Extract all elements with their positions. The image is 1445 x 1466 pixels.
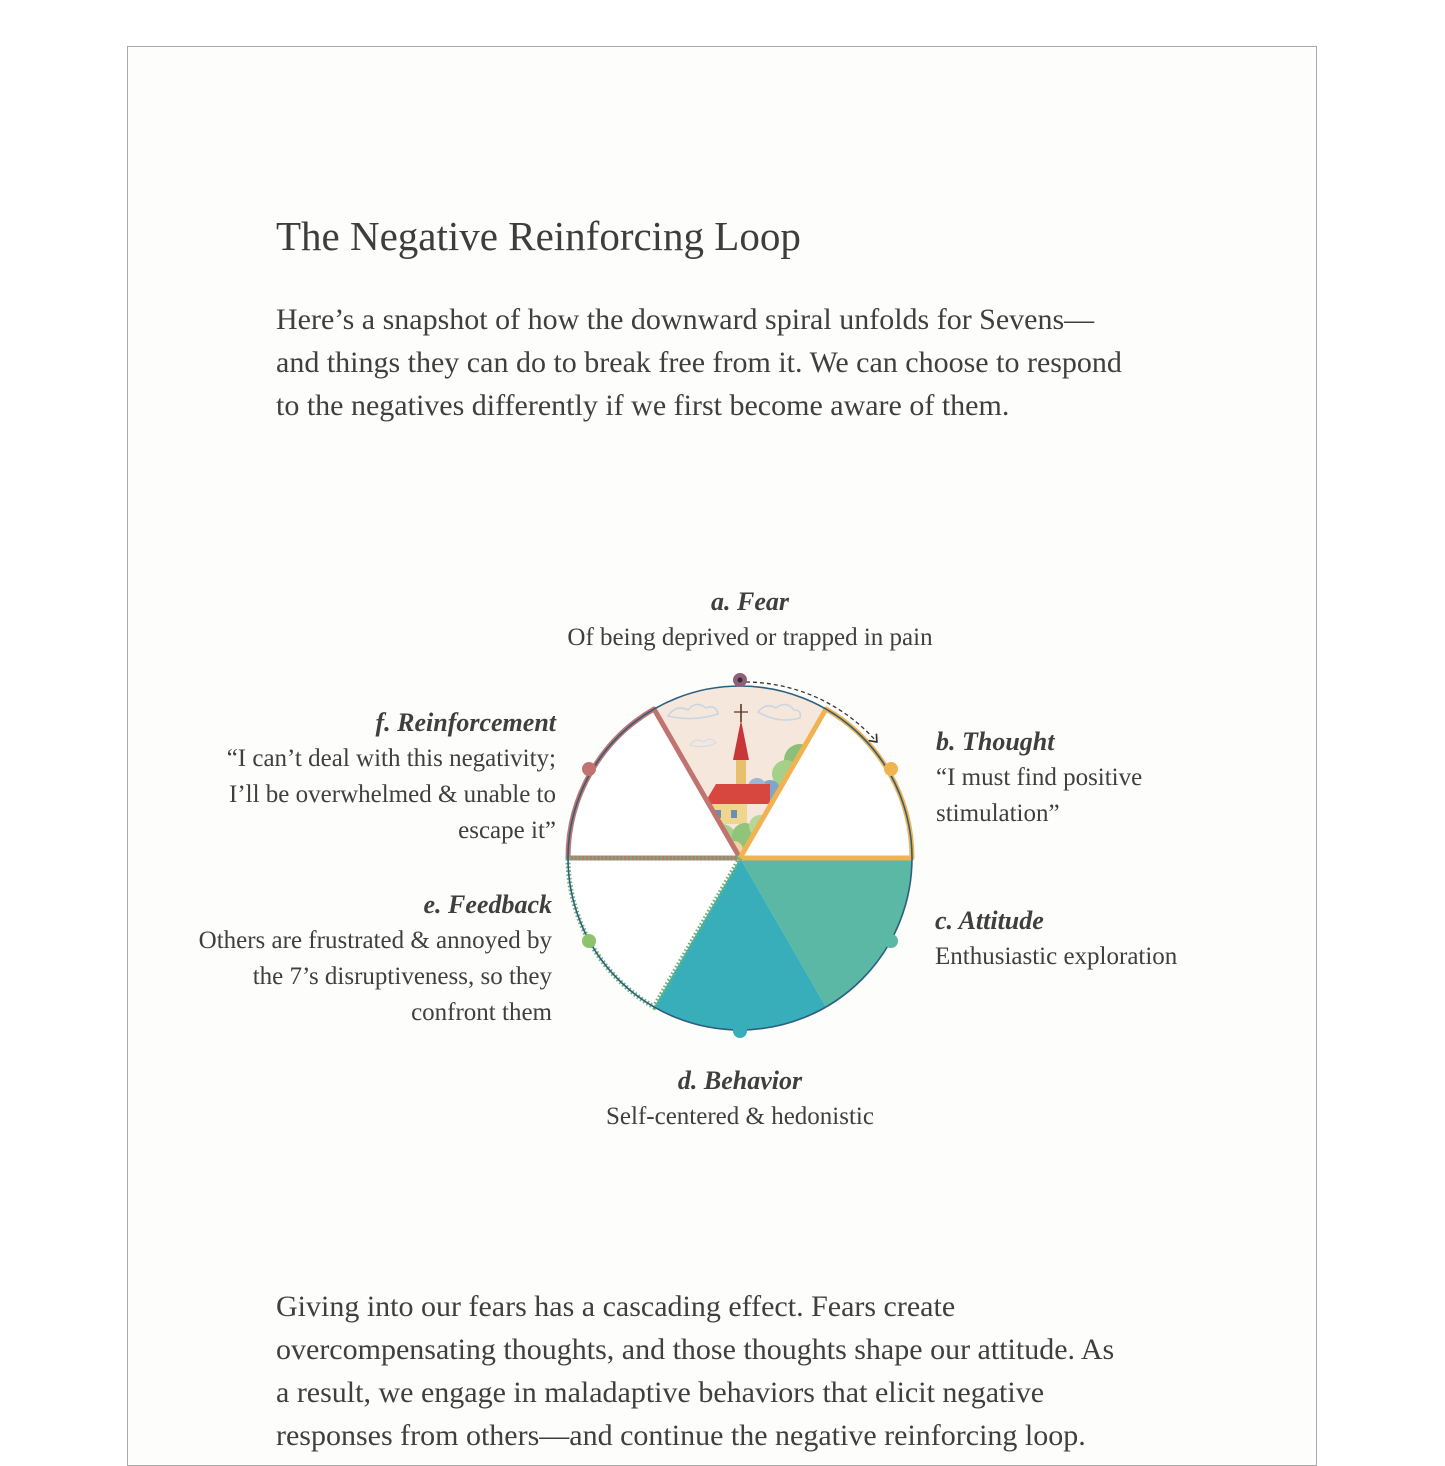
feedback-description-line: Others are frustrated & annoyed by (198, 927, 552, 954)
outro-line: a result, we engage in maladaptive behaviors that elicit negative (276, 1376, 1045, 1409)
fear-heading: a. Fear (711, 587, 789, 616)
feedback-heading: e. Feedback (423, 890, 552, 919)
thought-heading: b. Thought (936, 727, 1055, 756)
intro-line: to the negatives differently if we first become aware of them. (276, 389, 1010, 422)
reinforcement-description-line: escape it” (458, 817, 556, 844)
outro-line: overcompensating thoughts, and those thoughts shape our attitude. As (276, 1333, 1115, 1366)
intro-line: and things they can do to break free from it. We can choose to respond (276, 346, 1122, 379)
behavior-heading: d. Behavior (677, 1066, 803, 1095)
behavior-node (733, 1024, 747, 1038)
intro-line: Here’s a snapshot of how the downward spiral unfolds for Sevens— (276, 303, 1095, 336)
feedback-label (150, 887, 552, 1031)
reinforcement-description-line: I’ll be overwhelmed & unable to (229, 781, 556, 808)
thought-description-line: “I must find positive (936, 764, 1143, 791)
thought-label (936, 724, 1142, 832)
page-title: The Negative Reinforcing Loop (276, 213, 801, 259)
behavior-description: Self-centered & hedonistic (606, 1103, 874, 1130)
reinforcement-node (582, 762, 596, 776)
behavior-label (540, 1063, 940, 1135)
thought-node (884, 762, 898, 776)
attitude-heading: c. Attitude (935, 906, 1044, 935)
reinforcement-label (150, 705, 556, 849)
feedback-node (582, 934, 596, 948)
attitude-node (884, 934, 898, 948)
reinforcement-heading: f. Reinforcement (375, 708, 556, 737)
attitude-label (935, 903, 1177, 975)
thought-description-line: stimulation” (936, 800, 1060, 827)
feedback-description-line: confront them (411, 999, 552, 1026)
outro-paragraph (276, 1285, 1196, 1457)
outro-line: Giving into our fears has a cascading effect. Fears create (276, 1290, 956, 1323)
outro-line: responses from others—and continue the negative reinforcing loop. (276, 1419, 1086, 1452)
feedback-description-line: the 7’s disruptiveness, so they (252, 963, 552, 990)
fear-description: Of being deprived or trapped in pain (567, 624, 933, 651)
reinforcement-description-line: “I can’t deal with this negativity; (226, 745, 556, 772)
fear-node-center (738, 678, 743, 683)
attitude-description: Enthusiastic exploration (935, 943, 1178, 970)
fear-label (550, 584, 950, 656)
